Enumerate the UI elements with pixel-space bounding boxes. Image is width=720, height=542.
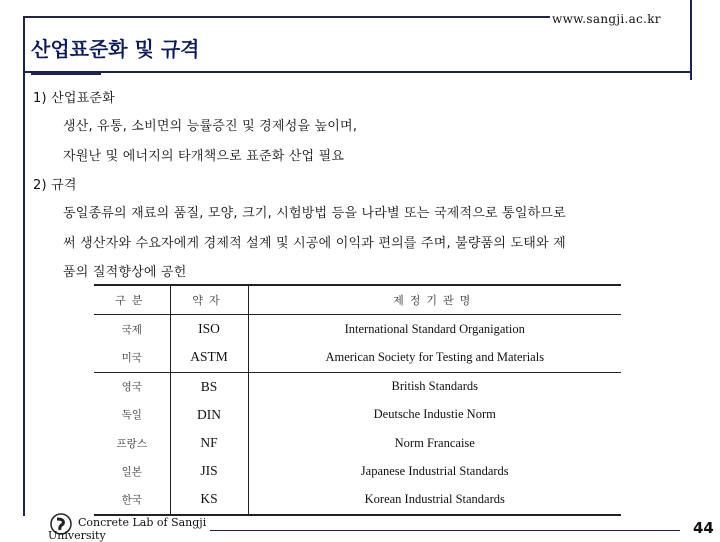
cell-country: 미국 bbox=[94, 343, 170, 372]
section1-heading: 1) 산업표준화 bbox=[33, 91, 115, 106]
title-underline bbox=[23, 71, 692, 73]
cell-organization: Korean Industrial Standards bbox=[364, 491, 505, 506]
cell-abbreviation: ASTM bbox=[170, 343, 248, 372]
cell-organization: British Standards bbox=[391, 379, 478, 394]
section1-line: 생산, 유통, 소비면의 능률증진 및 경제성을 높이며, bbox=[63, 119, 358, 134]
title-accent-bar bbox=[31, 71, 101, 75]
cell-abbreviation: ISO bbox=[170, 315, 248, 344]
section2-line: 써 생산자와 수요자에게 경제적 설계 및 시공에 이익과 편의를 주며, 불량품의 도태와 제 bbox=[63, 236, 566, 251]
cell-abbreviation: JIS bbox=[170, 457, 248, 485]
table-row bbox=[94, 343, 621, 372]
page-title: 산업표준화 및 규격 bbox=[31, 37, 200, 61]
cell-abbreviation: KS bbox=[170, 485, 248, 514]
cell-abbreviation: BS bbox=[170, 372, 248, 401]
cell-country: 일본 bbox=[94, 457, 170, 485]
cell-abbreviation: DIN bbox=[170, 401, 248, 429]
table-row bbox=[94, 429, 621, 457]
standards-table bbox=[94, 284, 621, 516]
cell-country: 국제 bbox=[94, 315, 170, 344]
table-row bbox=[94, 401, 621, 429]
cell-abbreviation: NF bbox=[170, 429, 248, 457]
cell-country: 독일 bbox=[94, 401, 170, 429]
footer-lab-name: Concrete Lab of Sangji bbox=[78, 516, 207, 529]
cell-organization: International Standard Organigation bbox=[344, 321, 525, 336]
table-row bbox=[94, 315, 621, 344]
bottom-rule bbox=[210, 530, 680, 531]
cell-organization: American Society for Testing and Materials bbox=[325, 349, 545, 364]
url-box-right-rule bbox=[690, 0, 692, 80]
section1-line: 자원난 및 에너지의 타개책으로 표준화 산업 필요 bbox=[63, 149, 345, 164]
section2-line: 동일종류의 재료의 품질, 모양, 크기, 시험방법 등을 나라별 또는 국제적으로 통일하므로 bbox=[63, 206, 566, 221]
section2-heading: 2) 규격 bbox=[33, 178, 77, 193]
header-country: 구분 bbox=[94, 285, 170, 315]
table-row bbox=[94, 485, 621, 514]
left-rule bbox=[23, 16, 25, 516]
page-number: 44 bbox=[693, 519, 714, 537]
table-header-row bbox=[94, 285, 621, 315]
section2-line: 품의 질적향상에 공헌 bbox=[63, 265, 187, 280]
table-row bbox=[94, 372, 621, 401]
cell-country: 프랑스 bbox=[94, 429, 170, 457]
table-row bbox=[94, 457, 621, 485]
header-abbreviation: 약자 bbox=[170, 285, 248, 315]
cell-organization: Deutsche Industie Norm bbox=[373, 407, 496, 422]
cell-organization: Norm Francaise bbox=[394, 435, 475, 450]
header-organization: 제정기관명 bbox=[393, 294, 477, 308]
footer-university: University bbox=[48, 529, 106, 542]
cell-country: 영국 bbox=[94, 372, 170, 401]
top-rule bbox=[23, 16, 550, 18]
cell-country: 한국 bbox=[94, 485, 170, 514]
site-url: www.sangji.ac.kr bbox=[552, 12, 661, 26]
cell-organization: Japanese Industrial Standards bbox=[360, 463, 509, 478]
